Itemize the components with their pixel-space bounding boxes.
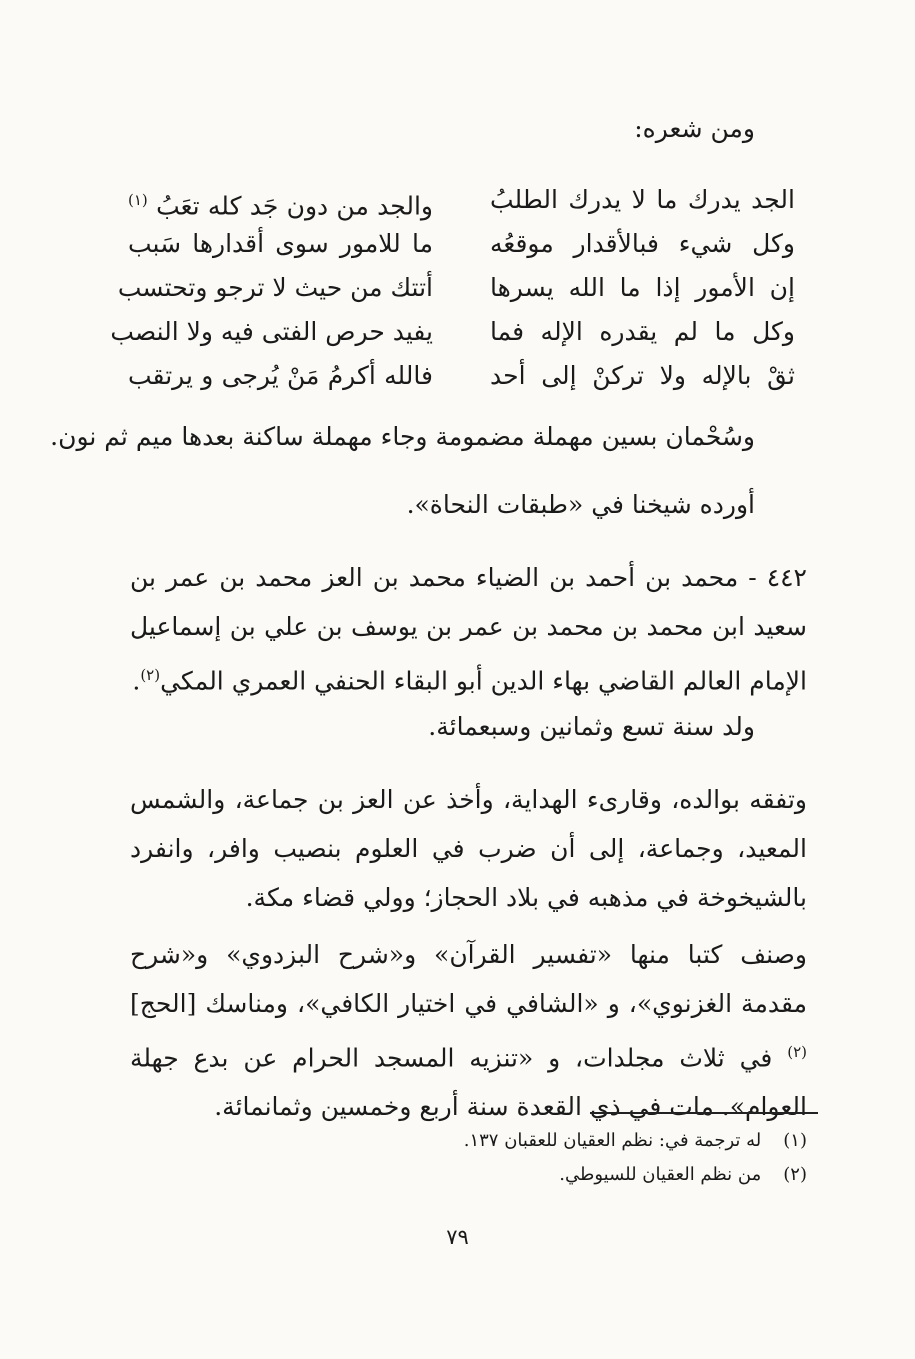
source-note: أورده شيخنا في «طبقات النحاة». — [406, 490, 755, 519]
verse-first-hemistich: الجد يدرك ما لا يدرك الطلبُ — [490, 185, 795, 214]
pronunciation-note: وسُحْمان بسين مهملة مضمومة وجاء مهملة ساكنة بعدها ميم ثم نون. — [50, 422, 755, 451]
verse-second-hemistich: فالله أكرمُ مَنْ يُرجى و يرتقب — [128, 361, 433, 390]
verse-second-text: والجد من دون جَد كله تعَبُ — [156, 191, 434, 221]
verse-second-hemistich — [128, 178, 433, 228]
entry-end: . — [132, 666, 141, 696]
verse-first-hemistich: وكل شيء فبالأقدار موقعُه — [490, 229, 795, 258]
verse-line — [128, 354, 795, 398]
works-paragraph — [130, 930, 807, 1131]
footnote-ref: (٢) — [787, 1043, 807, 1061]
footnote-text: من نظم العقيان للسيوطي. — [559, 1164, 762, 1185]
footnote-number: (١) — [783, 1130, 807, 1151]
footnote — [559, 1160, 807, 1190]
verse-second-hemistich: أتتك من حيث لا ترجو وتحتسب — [117, 273, 433, 302]
footnote-ref: (٢) — [140, 666, 161, 684]
verse-first-hemistich: إن الأمور إذا ما الله يسرها — [490, 273, 795, 302]
birth-paragraph: ولد سنة تسع وثمانين وسبعمائة. — [428, 712, 755, 741]
verse-line — [110, 310, 795, 354]
verse-line — [128, 178, 795, 222]
education-text: وتفقه بوالده، وقارىء الهداية، وأخذ عن العز بن جماعة، والشمس المعيد، وجماعة، إلى أن ضرب في العلوم بنصيب وافر، وانفرد بالشيخوخة في مذهبه في بلاد الحجاز؛ وولي قضاء مكة. — [130, 785, 807, 912]
footnote-ref: (١) — [128, 191, 148, 209]
footnote — [464, 1126, 807, 1156]
works-text-before: وصنف كتبا منها «تفسير القرآن» و«شرح البزدوي» و«شرح مقدمة الغزنوي»، و «الشافي في اختيار الكافي»، ومناسك [الحج] — [130, 940, 807, 1018]
verse-second-hemistich: ما للامور سوى أقدارها سَبب — [128, 229, 433, 258]
verse-first-hemistich: وكل ما لم يقدره الإله فما — [490, 317, 795, 346]
verse-line — [117, 266, 795, 310]
entry-text: ٤٤٢ - محمد بن أحمد بن الضياء محمد بن العز محمد بن عمر بن سعيد ابن محمد بن محمد بن عمر بن يوسف بن علي بن إسماعيل الإمام العالم القاضي بهاء الدين أبو البقاء الحنفي العمري المكي — [130, 563, 807, 696]
verse-line — [128, 222, 795, 266]
footnote-number: (٢) — [783, 1164, 807, 1185]
page-number: ٧٩ — [446, 1225, 469, 1249]
verse-first-hemistich: ثقْ بالإله ولا تركنْ إلى أحد — [490, 361, 795, 390]
poetry-intro: ومن شعره: — [634, 114, 755, 143]
works-text-after: في ثلاث مجلدات، و «تنزيه المسجد الحرام عن بدع جهلة العوام». مات في ذي القعدة سنة أربع وخمسين وثمانمائة. — [130, 1043, 807, 1122]
education-paragraph — [130, 775, 807, 922]
footnote-separator — [590, 1112, 818, 1114]
biography-entry-heading — [130, 553, 807, 705]
verse-second-hemistich: يفيد حرص الفتى فيه ولا النصب — [110, 317, 433, 346]
footnote-text: له ترجمة في: نظم العقيان للعقبان ١٣٧. — [463, 1130, 762, 1151]
